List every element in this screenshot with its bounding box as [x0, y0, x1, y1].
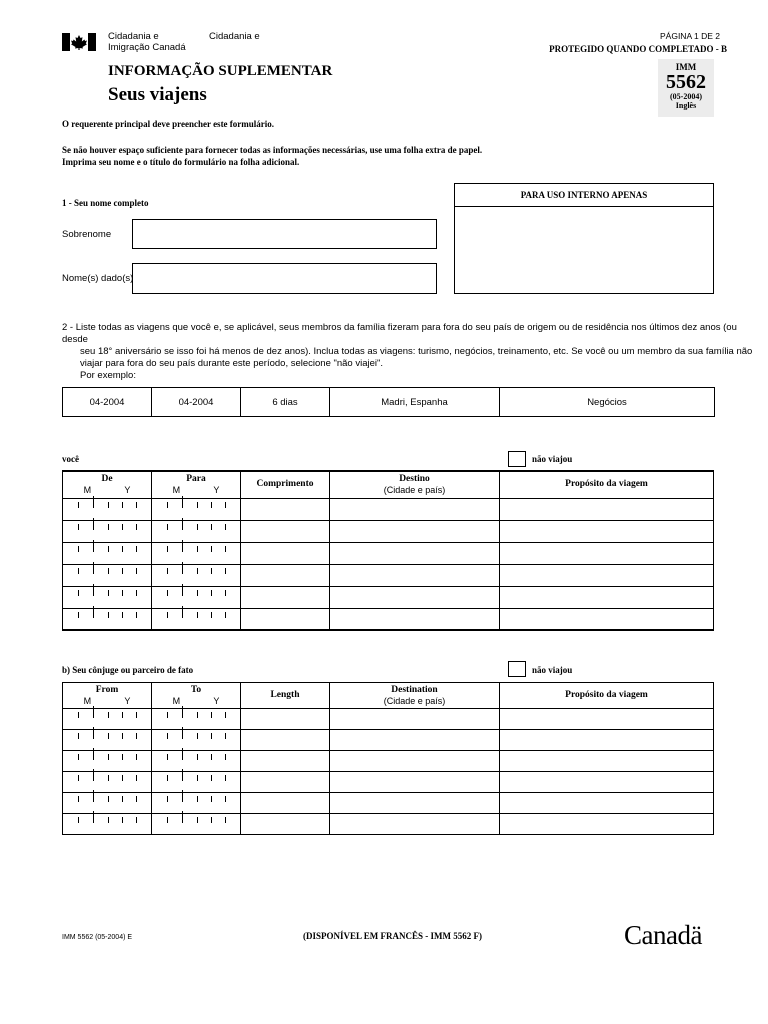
spouse-purpose-cell[interactable] — [500, 814, 714, 835]
date-tick-mark — [108, 754, 109, 760]
spouse-from-cell[interactable] — [63, 730, 152, 751]
spouse-no-travel-checkbox[interactable] — [508, 661, 526, 677]
date-tick-mark — [122, 590, 123, 596]
footer-french-note: (DISPONÍVEL EM FRANCÊS - IMM 5562 F) — [303, 931, 482, 941]
surname-input[interactable] — [132, 219, 437, 249]
department-line2: Imigração Canadá — [108, 42, 186, 53]
you-destination-cell[interactable] — [330, 498, 500, 520]
date-tick-mark — [122, 817, 123, 823]
date-tick-mark — [108, 775, 109, 781]
date-tick-mark — [108, 733, 109, 739]
spouse-destination-cell[interactable] — [330, 772, 500, 793]
date-tick-mark — [182, 748, 183, 760]
date-tick-mark — [197, 502, 198, 508]
table-row — [63, 498, 714, 520]
date-tick-mark — [78, 590, 79, 596]
date-tick-mark — [211, 612, 212, 618]
you-destination-cell[interactable] — [330, 608, 500, 630]
spouse-to-cell[interactable] — [152, 814, 241, 835]
date-tick-mark — [93, 727, 94, 739]
date-tick-mark — [197, 590, 198, 596]
date-tick-mark — [182, 584, 183, 596]
you-col-to-label: Para — [186, 473, 206, 484]
spouse-col-dest-label: Destination — [391, 684, 438, 695]
spouse-no-travel-label: não viajou — [532, 665, 573, 675]
spouse-col-from-label: From — [95, 684, 119, 695]
date-tick-mark — [211, 796, 212, 802]
date-tick-mark — [122, 775, 123, 781]
you-label: você — [62, 454, 79, 464]
spouse-length-cell[interactable] — [241, 751, 330, 772]
date-tick-mark — [136, 796, 137, 802]
you-no-travel-label: não viajou — [532, 454, 573, 464]
spouse-purpose-cell[interactable] — [500, 709, 714, 730]
date-tick-mark — [93, 811, 94, 823]
date-tick-mark — [197, 612, 198, 618]
you-from-cell[interactable] — [63, 564, 152, 586]
spouse-to-cell[interactable] — [152, 772, 241, 793]
you-col-to — [152, 471, 241, 498]
date-tick-mark — [136, 524, 137, 530]
form-id-prefix: IMM — [675, 62, 697, 72]
spouse-length-cell[interactable] — [241, 709, 330, 730]
date-tick-mark — [78, 502, 79, 508]
date-tick-mark — [122, 568, 123, 574]
date-tick-mark — [197, 796, 198, 802]
date-tick-mark — [182, 540, 183, 552]
date-tick-mark — [197, 524, 198, 530]
example-from: 04-2004 — [63, 388, 152, 417]
date-tick-mark — [167, 796, 168, 802]
internal-use-label: PARA USO INTERNO APENAS — [455, 184, 713, 207]
you-purpose-cell[interactable] — [500, 520, 714, 542]
date-tick-mark — [108, 712, 109, 718]
form-title: INFORMAÇÃO SUPLEMENTAR — [108, 63, 333, 79]
form-id-date: (05-2004) — [670, 92, 702, 101]
date-tick-mark — [167, 502, 168, 508]
you-col-dest-sub: (Cidade e país) — [383, 484, 446, 495]
given-names-input[interactable] — [132, 263, 437, 294]
canada-wordmark: Canadä — [624, 920, 702, 950]
date-tick-mark — [225, 546, 226, 552]
spouse-from-cell[interactable] — [63, 709, 152, 730]
footer-form-code: IMM 5562 (05-2004) E — [62, 934, 133, 941]
date-tick-mark — [122, 546, 123, 552]
spouse-from-cell[interactable] — [63, 793, 152, 814]
date-tick-mark — [93, 706, 94, 718]
section1-heading: 1 - Seu nome completo — [62, 198, 149, 208]
date-tick-mark — [225, 612, 226, 618]
spouse-to-cell[interactable] — [152, 730, 241, 751]
spouse-purpose-cell[interactable] — [500, 751, 714, 772]
spouse-destination-cell[interactable] — [330, 751, 500, 772]
you-to-cell[interactable] — [152, 542, 241, 564]
date-tick-mark — [136, 590, 137, 596]
date-tick-mark — [167, 817, 168, 823]
date-tick-mark — [225, 590, 226, 596]
you-travel-table — [62, 470, 714, 631]
spouse-length-cell[interactable] — [241, 814, 330, 835]
date-tick-mark — [225, 817, 226, 823]
spouse-destination-cell[interactable] — [330, 814, 500, 835]
date-tick-mark — [108, 524, 109, 530]
date-tick-mark — [78, 546, 79, 552]
table-row — [63, 751, 714, 772]
date-tick-mark — [197, 733, 198, 739]
you-col-from — [63, 471, 152, 498]
page-number: PÁGINA 1 DE 2 — [660, 31, 720, 41]
department-line1: Cidadania e — [108, 31, 159, 42]
you-col-purpose: Propósito da viagem — [500, 471, 714, 498]
spouse-to-m: M — [172, 695, 181, 706]
example-table — [62, 387, 715, 417]
date-tick-mark — [197, 712, 198, 718]
you-from-cell[interactable] — [63, 586, 152, 608]
you-destination-cell[interactable] — [330, 564, 500, 586]
instruction-line1: O requerente principal deve preencher este formulário. — [62, 119, 275, 129]
example-destination: Madri, Espanha — [330, 388, 500, 417]
date-tick-mark — [197, 775, 198, 781]
date-tick-mark — [182, 562, 183, 574]
you-to-cell[interactable] — [152, 586, 241, 608]
date-tick-mark — [167, 568, 168, 574]
date-tick-mark — [167, 775, 168, 781]
date-tick-mark — [167, 590, 168, 596]
date-tick-mark — [167, 524, 168, 530]
spouse-destination-cell[interactable] — [330, 730, 500, 751]
you-from-cell[interactable] — [63, 608, 152, 630]
date-tick-mark — [78, 775, 79, 781]
you-purpose-cell[interactable] — [500, 586, 714, 608]
table-row — [63, 608, 714, 630]
date-tick-mark — [78, 754, 79, 760]
date-tick-mark — [122, 612, 123, 618]
date-tick-mark — [78, 712, 79, 718]
instruction-line2: Se não houver espaço suficiente para fornecer todas as informações necessárias, use uma folha extra de papel. — [62, 145, 483, 155]
you-from-m: M — [83, 484, 92, 495]
date-tick-mark — [93, 518, 94, 530]
form-id-lang: Inglês — [675, 101, 697, 110]
you-purpose-cell[interactable] — [500, 498, 714, 520]
spouse-length-cell[interactable] — [241, 730, 330, 751]
spouse-col-purpose: Propósito da viagem — [500, 683, 714, 709]
date-tick-mark — [108, 796, 109, 802]
date-tick-mark — [182, 606, 183, 618]
you-from-y: Y — [124, 484, 131, 495]
internal-use-box — [454, 183, 714, 294]
spouse-label: b) Seu cônjuge ou parceiro de fato — [62, 665, 194, 675]
date-tick-mark — [225, 733, 226, 739]
you-length-cell[interactable] — [241, 542, 330, 564]
spouse-from-m: M — [83, 695, 92, 706]
canada-flag-icon — [62, 33, 96, 51]
you-to-cell[interactable] — [152, 520, 241, 542]
table-row — [63, 542, 714, 564]
you-purpose-cell[interactable] — [500, 542, 714, 564]
date-tick-mark — [122, 733, 123, 739]
date-tick-mark — [197, 568, 198, 574]
spouse-from-cell[interactable] — [63, 772, 152, 793]
you-length-cell[interactable] — [241, 586, 330, 608]
you-col-length: Comprimento — [241, 471, 330, 498]
you-to-y: Y — [213, 484, 220, 495]
date-tick-mark — [136, 775, 137, 781]
date-tick-mark — [108, 612, 109, 618]
you-from-cell[interactable] — [63, 498, 152, 520]
date-tick-mark — [93, 748, 94, 760]
you-purpose-cell[interactable] — [500, 608, 714, 630]
spouse-to-cell[interactable] — [152, 709, 241, 730]
you-length-cell[interactable] — [241, 520, 330, 542]
date-tick-mark — [122, 502, 123, 508]
date-tick-mark — [93, 606, 94, 618]
date-tick-mark — [108, 817, 109, 823]
spouse-length-cell[interactable] — [241, 772, 330, 793]
you-destination-cell[interactable] — [330, 520, 500, 542]
date-tick-mark — [93, 790, 94, 802]
spouse-destination-cell[interactable] — [330, 793, 500, 814]
you-length-cell[interactable] — [241, 564, 330, 586]
date-tick-mark — [78, 568, 79, 574]
you-destination-cell[interactable] — [330, 542, 500, 564]
date-tick-mark — [122, 754, 123, 760]
date-tick-mark — [211, 590, 212, 596]
date-tick-mark — [78, 796, 79, 802]
date-tick-mark — [197, 754, 198, 760]
table-row — [63, 520, 714, 542]
date-tick-mark — [211, 817, 212, 823]
spouse-to-cell[interactable] — [152, 751, 241, 772]
you-length-cell[interactable] — [241, 608, 330, 630]
date-tick-mark — [78, 817, 79, 823]
date-tick-mark — [136, 754, 137, 760]
date-tick-mark — [93, 540, 94, 552]
table-row — [63, 709, 714, 730]
date-tick-mark — [108, 568, 109, 574]
date-tick-mark — [211, 502, 212, 508]
date-tick-mark — [93, 562, 94, 574]
date-tick-mark — [225, 712, 226, 718]
department-name-fr: Cidadania e — [209, 31, 260, 42]
date-tick-mark — [182, 518, 183, 530]
form-subtitle: Seus viajens — [108, 84, 207, 105]
date-tick-mark — [93, 584, 94, 596]
section2-line3: viajar para fora do seu país durante este período, selecione "não viajei". — [80, 358, 384, 369]
date-tick-mark — [108, 590, 109, 596]
date-tick-mark — [225, 754, 226, 760]
spouse-col-to-label: To — [190, 684, 202, 695]
you-col-from-label: De — [101, 473, 113, 484]
table-row — [63, 793, 714, 814]
you-to-cell[interactable] — [152, 608, 241, 630]
date-tick-mark — [225, 502, 226, 508]
table-row — [63, 564, 714, 586]
you-from-cell[interactable] — [63, 520, 152, 542]
you-to-cell[interactable] — [152, 498, 241, 520]
you-col-destination — [330, 471, 500, 498]
date-tick-mark — [136, 568, 137, 574]
protected-label: PROTEGIDO QUANDO COMPLETADO - B — [549, 44, 727, 54]
section2-line1: 2 - Liste todas as viagens que você e, se aplicável, seus membros da família fizeram para fora do seu país de origem ou de residência nos últimos dez anos (ou desde — [62, 322, 737, 345]
date-tick-mark — [78, 612, 79, 618]
you-from-cell[interactable] — [63, 542, 152, 564]
spouse-col-dest-sub: (Cidade e país) — [383, 695, 446, 706]
form-id-number: 5562 — [666, 71, 706, 93]
example-purpose: Negócios — [500, 388, 715, 417]
spouse-from-y: Y — [124, 695, 131, 706]
date-tick-mark — [78, 524, 79, 530]
section2-line2: seu 18° aniversário se isso foi há menos de dez anos). Inclua todas as viagens: turismo, negócios, treinamento, etc. Se você ou um membro da sua família não — [80, 346, 753, 357]
date-tick-mark — [182, 769, 183, 781]
table-row — [63, 772, 714, 793]
date-tick-mark — [108, 546, 109, 552]
date-tick-mark — [211, 733, 212, 739]
date-tick-mark — [182, 706, 183, 718]
date-tick-mark — [182, 811, 183, 823]
example-length: 6 dias — [241, 388, 330, 417]
you-no-travel-checkbox[interactable] — [508, 451, 526, 467]
date-tick-mark — [211, 524, 212, 530]
date-tick-mark — [122, 524, 123, 530]
you-to-cell[interactable] — [152, 564, 241, 586]
date-tick-mark — [197, 817, 198, 823]
date-tick-mark — [136, 502, 137, 508]
date-tick-mark — [136, 733, 137, 739]
date-tick-mark — [93, 496, 94, 508]
date-tick-mark — [182, 496, 183, 508]
you-col-dest-label: Destino — [399, 473, 430, 484]
table-row — [63, 586, 714, 608]
you-destination-cell[interactable] — [330, 586, 500, 608]
date-tick-mark — [136, 712, 137, 718]
spouse-purpose-cell[interactable] — [500, 772, 714, 793]
date-tick-mark — [211, 712, 212, 718]
spouse-purpose-cell[interactable] — [500, 730, 714, 751]
date-tick-mark — [167, 754, 168, 760]
surname-label: Sobrenome — [62, 229, 112, 240]
instruction-line3: Imprima seu nome e o título do formulário na folha adicional. — [62, 157, 300, 167]
table-row — [63, 814, 714, 835]
date-tick-mark — [93, 769, 94, 781]
date-tick-mark — [167, 546, 168, 552]
spouse-col-from — [63, 683, 152, 709]
date-tick-mark — [211, 546, 212, 552]
date-tick-mark — [122, 712, 123, 718]
spouse-col-to — [152, 683, 241, 709]
you-length-cell[interactable] — [241, 498, 330, 520]
spouse-col-length: Length — [241, 683, 330, 709]
you-purpose-cell[interactable] — [500, 564, 714, 586]
spouse-from-cell[interactable] — [63, 751, 152, 772]
date-tick-mark — [136, 612, 137, 618]
date-tick-mark — [78, 733, 79, 739]
spouse-from-cell[interactable] — [63, 814, 152, 835]
date-tick-mark — [211, 775, 212, 781]
date-tick-mark — [182, 790, 183, 802]
spouse-length-cell[interactable] — [241, 793, 330, 814]
form-id-box — [658, 59, 714, 117]
date-tick-mark — [182, 727, 183, 739]
date-tick-mark — [211, 568, 212, 574]
date-tick-mark — [167, 612, 168, 618]
date-tick-mark — [225, 775, 226, 781]
spouse-to-cell[interactable] — [152, 793, 241, 814]
given-names-label: Nome(s) dado(s) — [62, 273, 134, 284]
department-name-en — [108, 31, 186, 53]
spouse-destination-cell[interactable] — [330, 709, 500, 730]
date-tick-mark — [225, 524, 226, 530]
date-tick-mark — [167, 733, 168, 739]
date-tick-mark — [122, 796, 123, 802]
table-row — [63, 730, 714, 751]
you-to-m: M — [172, 484, 181, 495]
section2-text — [62, 322, 762, 382]
spouse-travel-table — [62, 682, 714, 835]
spouse-col-destination — [330, 683, 500, 709]
date-tick-mark — [167, 712, 168, 718]
date-tick-mark — [211, 754, 212, 760]
date-tick-mark — [197, 546, 198, 552]
date-tick-mark — [136, 546, 137, 552]
date-tick-mark — [136, 817, 137, 823]
spouse-to-y: Y — [213, 695, 220, 706]
spouse-purpose-cell[interactable] — [500, 793, 714, 814]
date-tick-mark — [108, 502, 109, 508]
example-to: 04-2004 — [152, 388, 241, 417]
date-tick-mark — [225, 796, 226, 802]
section2-line4: Por exemplo: — [80, 370, 136, 381]
date-tick-mark — [225, 568, 226, 574]
